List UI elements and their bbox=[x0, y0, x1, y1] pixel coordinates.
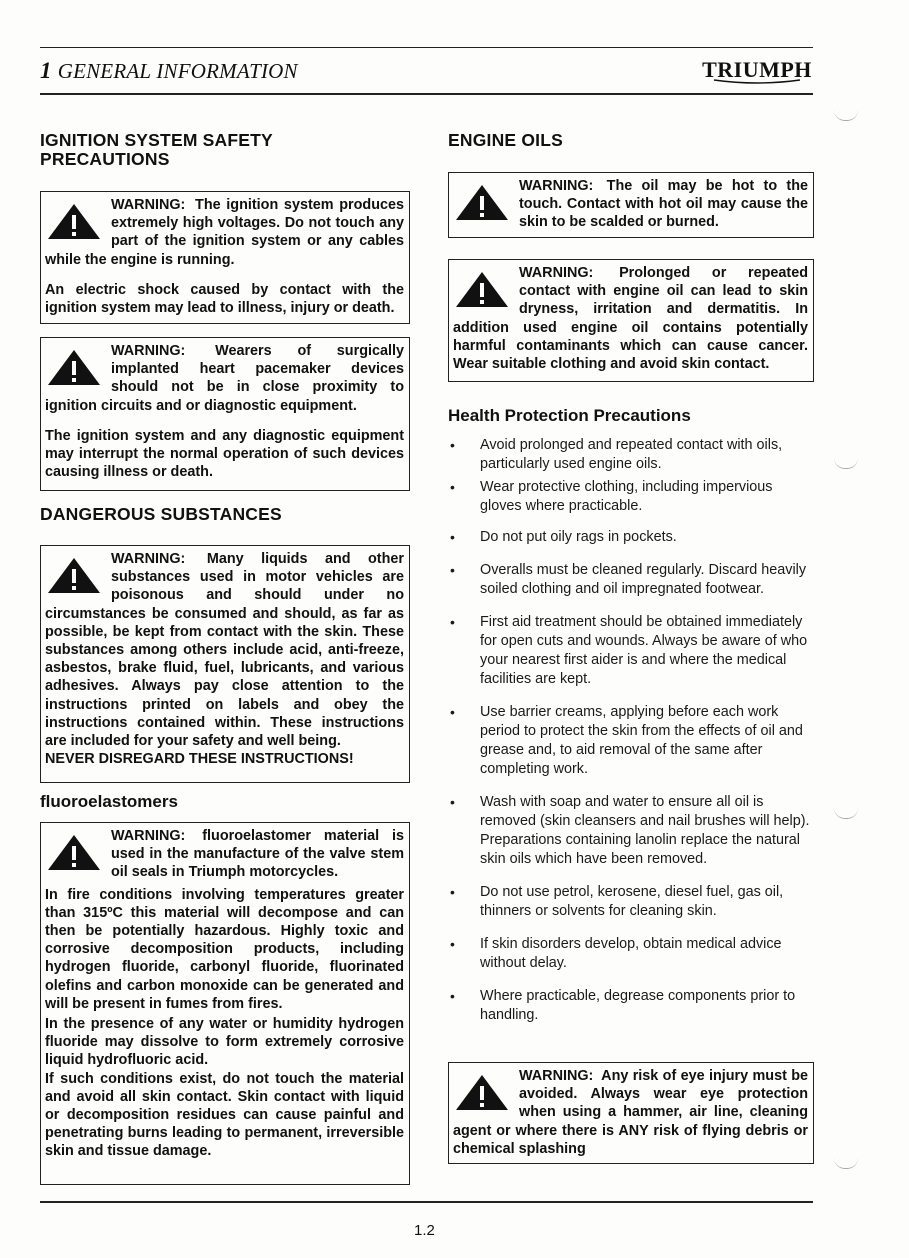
binder-hole-mark bbox=[834, 808, 858, 819]
warning-label: WARNING: bbox=[111, 551, 186, 567]
list-item: • First aid treatment should be obtained immediately for open cuts and wounds. Always be aware of who your nearest first aider is and where the medical facilities are kept. bbox=[450, 614, 808, 687]
warning-triangle-icon bbox=[45, 556, 103, 594]
list-item: • Avoid prolonged and repeated contact with oils, particularly used engine oils. bbox=[450, 437, 783, 472]
warning-text-4: If such conditions exist, do not touch the material and avoid all skin contact. Skin contact with liquid or decomposition residues can cause painful and penetrating burns leading to permanent, irreversible skin and tissue damage. bbox=[45, 1070, 404, 1160]
list-item: • Wash with soap and water to ensure all oil is removed (skin cleansers and nail brushes will help). Preparations containing lanolin replace the natural skin oils which have been removed. bbox=[450, 794, 810, 867]
oil-warning-1 bbox=[448, 172, 814, 238]
warning-triangle-icon bbox=[453, 270, 511, 308]
fluoroelastomers-warning bbox=[40, 822, 410, 1185]
warning-triangle-icon bbox=[45, 348, 103, 386]
warning-triangle-icon bbox=[45, 202, 103, 240]
footer-rule bbox=[40, 1201, 813, 1203]
warning-label: WARNING: bbox=[519, 265, 594, 281]
warning-text: Wearers of surgically implanted heart pacemaker devices should not be in close proximity to ignition circuits and or diagnostic equipment. bbox=[45, 343, 404, 414]
warning-triangle-icon bbox=[453, 183, 511, 221]
header-top-rule bbox=[40, 47, 813, 48]
list-item: • Do not put oily rags in pockets. bbox=[450, 529, 677, 545]
page-number: 1.2 bbox=[414, 1222, 435, 1239]
ignition-warning-2 bbox=[40, 337, 410, 491]
warning-label: WARNING: bbox=[111, 828, 186, 844]
warning-text-2: An electric shock caused by contact with the ignition system may lead to illness, injury or death. bbox=[45, 281, 404, 317]
chapter-number: 1 bbox=[40, 58, 52, 83]
warning-text: fluoroelastomer material is used in the manufacture of the valve stem oil seals in Triumph motorcycles. bbox=[111, 828, 404, 881]
warning-text: Prolonged or repeated contact with engine oil can lead to skin dryness, irritation and dermatitis. In addition used engine oil contains potentially harmful contaminants which can cause cancer. Wear suitable clothing and avoid skin contact. bbox=[453, 265, 809, 373]
warning-label: WARNING: bbox=[111, 343, 186, 359]
ignition-warning-1 bbox=[40, 191, 410, 324]
list-item: • Use barrier creams, applying before each work period to protect the skin from the effects of oil and grease and, to aid removal of the same after completing work. bbox=[450, 704, 803, 777]
warning-text: Any risk of eye injury must be avoided. Always wear eye protection when using a hammer, air line, cleaning agent or where there is ANY risk of flying debris or chemical splashing bbox=[453, 1068, 809, 1157]
list-item: • Do not use petrol, kerosene, diesel fuel, gas oil, thinners or solvents for cleaning skin. bbox=[450, 884, 784, 919]
chapter-heading bbox=[40, 58, 298, 84]
list-item: • Where practicable, degrease components prior to handling. bbox=[450, 988, 796, 1023]
list-item: • Wear protective clothing, including impervious gloves where practicable. bbox=[450, 479, 773, 514]
binder-hole-mark bbox=[834, 110, 858, 121]
warning-label: WARNING: bbox=[519, 1068, 594, 1084]
list-item: • Overalls must be cleaned regularly. Discard heavily soiled clothing and oil impregnated footwear. bbox=[450, 562, 807, 597]
warning-text-3: In the presence of any water or humidity hydrogen fluoride may dissolve to form extremely corrosive liquid hydrofluoric acid. bbox=[45, 1016, 404, 1069]
svg-text:TRIUMPH: TRIUMPH bbox=[702, 57, 812, 82]
warning-text-2: NEVER DISREGARD THESE INSTRUCTIONS! bbox=[45, 751, 354, 768]
binder-hole-mark bbox=[834, 1158, 858, 1169]
dangerous-substances-heading: DANGEROUS SUBSTANCES bbox=[40, 504, 282, 524]
warning-triangle-icon bbox=[45, 833, 103, 871]
warning-text: The oil may be hot to the touch. Contact with hot oil may cause the skin to be scalded or burned. bbox=[519, 178, 809, 231]
ignition-heading: IGNITION SYSTEM SAFETY PRECAUTIONS bbox=[40, 130, 273, 169]
warning-text: Many liquids and other substances used in motor vehicles are poisonous and should under no circumstances be consumed and should, as far as possible, be kept from contact with the skin. These substances among others include acid, anti-freeze, asbestos, brake fluid, fuel, lubricants, and various adhesives. Always pay close attention to the instructions printed on labels and obey the instructions contained within. These instructions are included for your safety and well being. bbox=[45, 551, 404, 750]
list-item: • If skin disorders develop, obtain medical advice without delay. bbox=[450, 936, 782, 971]
eye-protection-warning bbox=[448, 1062, 814, 1164]
warning-label: WARNING: bbox=[111, 197, 186, 213]
health-precautions-list bbox=[448, 434, 814, 1025]
triumph-logo bbox=[700, 55, 814, 85]
dangerous-substances-warning bbox=[40, 545, 410, 783]
binder-hole-mark bbox=[834, 458, 858, 469]
warning-text-2: In fire conditions involving temperatures greater than 315ºC this material will decompose and can then be potentially hazardous. Highly toxic and corrosive decomposition products, including hydrogen fluoride, carbonyl fluoride, fluorinated olefins and carbon monoxide can be generated and will be present in fumes from fires. bbox=[45, 886, 404, 1012]
oil-warning-2 bbox=[448, 259, 814, 382]
warning-label: WARNING: bbox=[519, 178, 594, 194]
chapter-title: GENERAL INFORMATION bbox=[57, 59, 298, 83]
warning-text-2: The ignition system and any diagnostic equipment may interrupt the normal operation of such devices causing illness or death. bbox=[45, 427, 404, 481]
fluoroelastomers-heading: fluoroelastomers bbox=[40, 792, 178, 811]
engine-oils-heading: ENGINE OILS bbox=[448, 130, 563, 150]
health-protection-heading: Health Protection Precautions bbox=[448, 406, 691, 425]
warning-triangle-icon bbox=[453, 1073, 511, 1111]
warning-text: The ignition system produces extremely high voltages. Do not touch any part of the ignition system or any cables while the engine is running. bbox=[45, 197, 404, 268]
header-bottom-rule bbox=[40, 93, 813, 95]
